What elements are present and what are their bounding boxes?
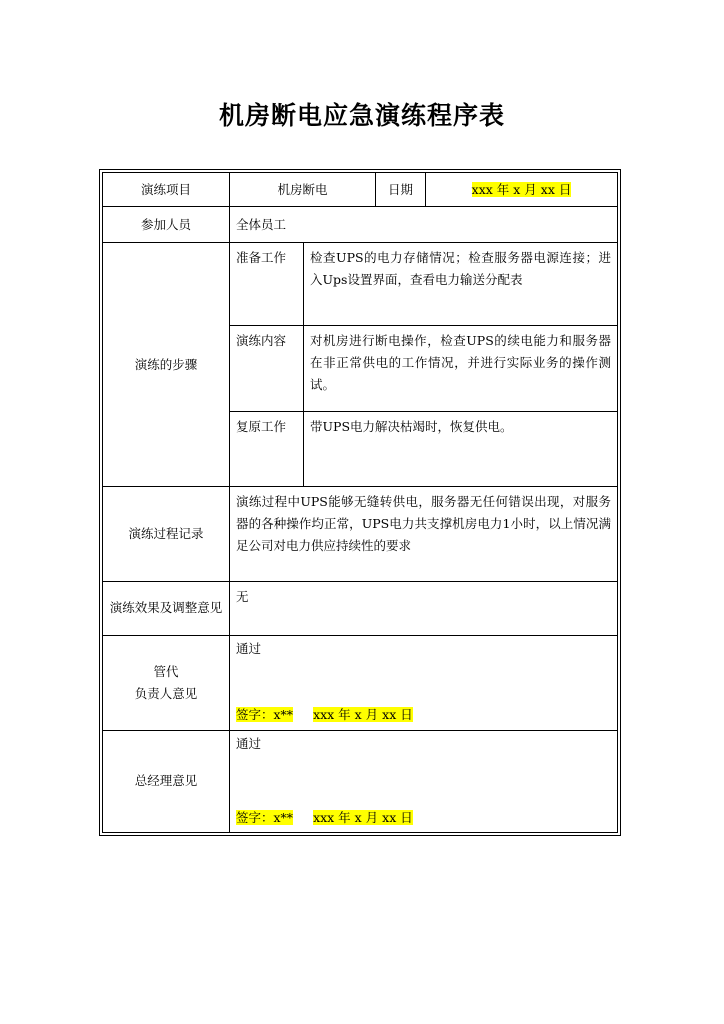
drill-procedure-table — [102, 172, 618, 833]
manager-opinion-cell — [230, 635, 618, 730]
date-cell — [426, 173, 618, 207]
table-row-gm-opinion — [103, 730, 618, 832]
step-name: 演练内容 — [230, 326, 304, 412]
participants-label: 参加人员 — [103, 207, 230, 243]
record-label: 演练过程记录 — [103, 487, 230, 581]
drill-item-value: 机房断电 — [230, 173, 376, 207]
step-content: 带UPS电力解决枯竭时，恢复供电。 — [304, 412, 618, 487]
date-value: xxx 年 x 月 xx 日 — [471, 181, 572, 197]
date-label: 日期 — [376, 173, 426, 207]
gm-opinion: 通过 — [236, 735, 262, 751]
gm-label: 总经理意见 — [103, 730, 230, 832]
table-row-record — [103, 487, 618, 581]
table-row-drill-item — [103, 173, 618, 207]
drill-item-label: 演练项目 — [103, 173, 230, 207]
steps-label: 演练的步骤 — [103, 243, 230, 487]
record-value: 演练过程中UPS能够无缝转供电，服务器无任何错误出现，对服务器的各种操作均正常，UPS电力共支撑机房电力1小时，以上情况满足公司对电力供应持续性的要求 — [230, 487, 618, 581]
manager-signature — [236, 704, 611, 726]
drill-procedure-table-frame — [99, 169, 621, 836]
manager-sign-label: 签字：x** — [236, 706, 294, 722]
gm-signature — [236, 807, 611, 829]
table-row-effect — [103, 581, 618, 635]
manager-opinion: 通过 — [236, 640, 262, 656]
participants-value: 全体员工 — [230, 207, 618, 243]
gm-sign-label: 签字：x** — [236, 809, 294, 825]
step-name: 复原工作 — [230, 412, 304, 487]
step-name: 准备工作 — [230, 243, 304, 326]
gm-sign-date: xxx 年 x 月 xx 日 — [313, 809, 413, 825]
gm-opinion-cell — [230, 730, 618, 832]
effect-value: 无 — [230, 581, 618, 635]
step-content: 对机房进行断电操作，检查UPS的续电能力和服务器在非正常供电的工作情况，并进行实际业务的操作测试。 — [304, 326, 618, 412]
table-row-manager-opinion — [103, 635, 618, 730]
manager-sign-date: xxx 年 x 月 xx 日 — [313, 706, 413, 722]
manager-label — [103, 635, 230, 730]
table-row-participants — [103, 207, 618, 243]
effect-label: 演练效果及调整意见 — [103, 581, 230, 635]
manager-label-line2: 负责人意见 — [134, 685, 198, 701]
document-title: 机房断电应急演练程序表 — [218, 101, 505, 130]
table-row-step-1 — [103, 243, 618, 326]
manager-label-line1: 管代 — [153, 663, 179, 679]
step-content: 检查UPS的电力存储情况；检查服务器电源连接；进入Ups设置界面，查看电力输送分配表 — [304, 243, 618, 326]
